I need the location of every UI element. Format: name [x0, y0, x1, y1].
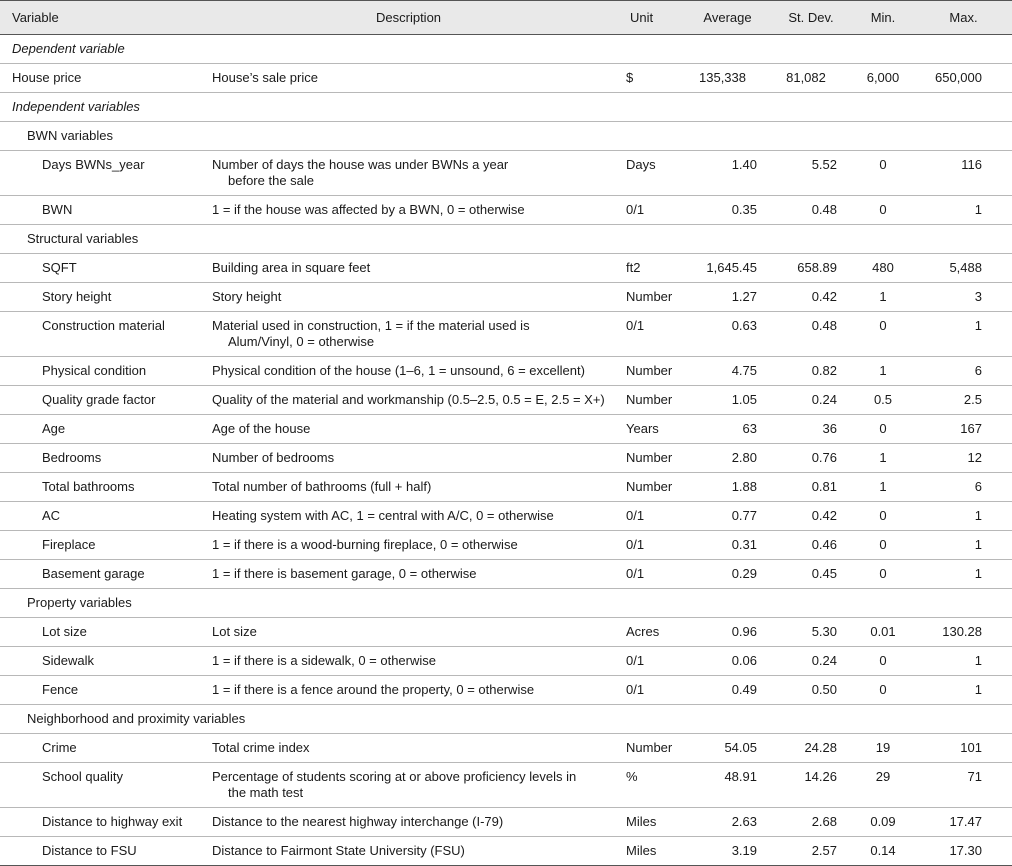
max-cell: 130.28 [915, 618, 1012, 647]
table-row [0, 837, 1012, 866]
description-cell [198, 808, 616, 837]
description-cell [198, 196, 616, 225]
description-cell [198, 357, 616, 386]
stdev-cell: 2.57 [771, 837, 851, 866]
max-cell: 3 [915, 283, 1012, 312]
max-cell: 6 [915, 357, 1012, 386]
variable-cell: Distance to FSU [0, 837, 198, 866]
average-cell: 0.77 [684, 502, 771, 531]
average-cell: 0.96 [684, 618, 771, 647]
unit-cell: Acres [616, 618, 684, 647]
max-cell: 1 [915, 531, 1012, 560]
description-cell [198, 647, 616, 676]
average-cell: 48.91 [684, 763, 771, 808]
unit-cell: 0/1 [616, 647, 684, 676]
table-row [0, 283, 1012, 312]
max-cell: 12 [915, 444, 1012, 473]
header-unit: Unit [616, 1, 684, 35]
description-line: the math test [228, 785, 304, 800]
description-cell [198, 444, 616, 473]
max-cell: 1 [915, 502, 1012, 531]
min-cell: 1 [851, 283, 915, 312]
min-cell: 19 [851, 734, 915, 763]
table-row [0, 473, 1012, 502]
stdev-cell: 5.52 [771, 151, 851, 196]
variable-cell: Days BWNs_year [0, 151, 198, 196]
average-cell: 1.88 [684, 473, 771, 502]
unit-cell: Number [616, 734, 684, 763]
description-line: Total crime index [212, 740, 310, 755]
min-cell: 0 [851, 647, 915, 676]
stdev-cell: 0.82 [771, 357, 851, 386]
description-cell [198, 837, 616, 866]
unit-cell: 0/1 [616, 560, 684, 589]
description-line: Distance to the nearest highway interchange (I-79) [212, 814, 504, 829]
table-row [0, 196, 1012, 225]
group-label: Structural variables [0, 225, 1012, 254]
min-cell: 0 [851, 676, 915, 705]
average-cell: 1,645.45 [684, 254, 771, 283]
description-cell [198, 502, 616, 531]
header-row [0, 1, 1012, 35]
unit-cell: $ [616, 64, 684, 93]
description-line: Age of the house [212, 421, 311, 436]
stdev-cell: 0.24 [771, 386, 851, 415]
max-cell: 116 [915, 151, 1012, 196]
table-row [0, 560, 1012, 589]
max-cell: 17.30 [915, 837, 1012, 866]
header-stdev: St. Dev. [771, 1, 851, 35]
description-cell [198, 763, 616, 808]
stdev-cell: 24.28 [771, 734, 851, 763]
description-cell [198, 676, 616, 705]
unit-cell: 0/1 [616, 502, 684, 531]
min-cell: 0 [851, 502, 915, 531]
unit-cell: 0/1 [616, 676, 684, 705]
description-line: Number of bedrooms [212, 450, 335, 465]
description-line: Number of days the house was under BWNs a year [212, 157, 509, 172]
variable-cell: Crime [0, 734, 198, 763]
group-row [0, 589, 1012, 618]
table-row [0, 676, 1012, 705]
description-cell [198, 618, 616, 647]
variable-cell: SQFT [0, 254, 198, 283]
max-cell: 1 [915, 196, 1012, 225]
max-cell: 101 [915, 734, 1012, 763]
header-variable: Variable [0, 1, 198, 35]
min-cell: 0 [851, 531, 915, 560]
description-line: Story height [212, 289, 282, 304]
max-cell: 1 [915, 676, 1012, 705]
stdev-cell: 0.42 [771, 502, 851, 531]
average-cell: 0.63 [684, 312, 771, 357]
group-label: Neighborhood and proximity variables [0, 705, 1012, 734]
group-label: Property variables [0, 589, 1012, 618]
max-cell: 2.5 [915, 386, 1012, 415]
description-cell: House’s sale price [198, 64, 616, 93]
average-cell: 0.29 [684, 560, 771, 589]
stdev-cell: 0.76 [771, 444, 851, 473]
description-cell [198, 531, 616, 560]
min-cell: 480 [851, 254, 915, 283]
variable-cell: Fence [0, 676, 198, 705]
unit-cell: Number [616, 386, 684, 415]
average-cell: 3.19 [684, 837, 771, 866]
description-cell [198, 734, 616, 763]
stdev-cell: 0.46 [771, 531, 851, 560]
average-cell: 1.40 [684, 151, 771, 196]
average-cell: 0.35 [684, 196, 771, 225]
group-row [0, 122, 1012, 151]
min-cell: 0.5 [851, 386, 915, 415]
max-cell: 6 [915, 473, 1012, 502]
min-cell: 0 [851, 151, 915, 196]
average-cell: 0.49 [684, 676, 771, 705]
stdev-cell: 0.81 [771, 473, 851, 502]
variable-cell: AC [0, 502, 198, 531]
unit-cell: 0/1 [616, 196, 684, 225]
min-cell: 1 [851, 473, 915, 502]
unit-cell: Days [616, 151, 684, 196]
variable-cell: Lot size [0, 618, 198, 647]
max-cell: 650,000 [915, 64, 1012, 93]
min-cell: 0 [851, 560, 915, 589]
section-independent [0, 93, 1012, 122]
description-cell [198, 151, 616, 196]
min-cell: 0.09 [851, 808, 915, 837]
table-row [0, 312, 1012, 357]
table-row [0, 502, 1012, 531]
stdev-cell: 14.26 [771, 763, 851, 808]
description-cell [198, 254, 616, 283]
unit-cell: Miles [616, 808, 684, 837]
variable-cell: School quality [0, 763, 198, 808]
stdev-cell: 81,082 [771, 64, 851, 93]
variable-cell: Bedrooms [0, 444, 198, 473]
description-cell [198, 283, 616, 312]
stdev-cell: 36 [771, 415, 851, 444]
average-cell: 0.31 [684, 531, 771, 560]
stdev-cell: 0.48 [771, 196, 851, 225]
group-row [0, 225, 1012, 254]
description-line: Total number of bathrooms (full + half) [212, 479, 432, 494]
description-cell [198, 312, 616, 357]
header-min: Min. [851, 1, 915, 35]
description-line: Percentage of students scoring at or above proficiency levels in [212, 769, 577, 784]
table-row [0, 357, 1012, 386]
min-cell: 29 [851, 763, 915, 808]
average-cell: 63 [684, 415, 771, 444]
description-line: Heating system with AC, 1 = central with A/C, 0 = otherwise [212, 508, 554, 523]
min-cell: 0 [851, 415, 915, 444]
min-cell: 0 [851, 312, 915, 357]
stdev-cell: 0.50 [771, 676, 851, 705]
average-cell: 2.63 [684, 808, 771, 837]
max-cell: 167 [915, 415, 1012, 444]
description-line: Lot size [212, 624, 257, 639]
table-row [0, 531, 1012, 560]
variable-cell: House price [0, 64, 198, 93]
description-line: 1 = if there is a fence around the property, 0 = otherwise [212, 682, 535, 697]
group-row [0, 705, 1012, 734]
stdev-cell: 0.48 [771, 312, 851, 357]
variable-cell: Distance to highway exit [0, 808, 198, 837]
unit-cell: Miles [616, 837, 684, 866]
variable-cell: Sidewalk [0, 647, 198, 676]
header-average: Average [684, 1, 771, 35]
table-row [0, 647, 1012, 676]
unit-cell: Years [616, 415, 684, 444]
description-line: Physical condition of the house (1–6, 1 = unsound, 6 = excellent) [212, 363, 585, 378]
unit-cell: Number [616, 357, 684, 386]
table-row [0, 151, 1012, 196]
average-cell: 54.05 [684, 734, 771, 763]
average-cell: 0.06 [684, 647, 771, 676]
description-line: Material used in construction, 1 = if the material used is [212, 318, 530, 333]
variable-cell: BWN [0, 196, 198, 225]
stdev-cell: 2.68 [771, 808, 851, 837]
section-dependent [0, 35, 1012, 64]
unit-cell: ft2 [616, 254, 684, 283]
section-label: Dependent variable [0, 35, 1012, 64]
description-cell [198, 386, 616, 415]
min-cell: 0.14 [851, 837, 915, 866]
stdev-cell: 658.89 [771, 254, 851, 283]
description-line: Building area in square feet [212, 260, 371, 275]
unit-cell: Number [616, 473, 684, 502]
table-row [0, 808, 1012, 837]
stdev-cell: 0.24 [771, 647, 851, 676]
description-line: 1 = if there is a sidewalk, 0 = otherwise [212, 653, 437, 668]
unit-cell: Number [616, 444, 684, 473]
table-row [0, 386, 1012, 415]
unit-cell: Number [616, 283, 684, 312]
description-line: Alum/Vinyl, 0 = otherwise [228, 334, 375, 349]
description-line: 1 = if there is a wood-burning fireplace, 0 = otherwise [212, 537, 518, 552]
variable-cell: Total bathrooms [0, 473, 198, 502]
variable-cell: Basement garage [0, 560, 198, 589]
description-line: 1 = if there is basement garage, 0 = otherwise [212, 566, 477, 581]
stdev-cell: 0.45 [771, 560, 851, 589]
average-cell: 2.80 [684, 444, 771, 473]
variable-cell: Construction material [0, 312, 198, 357]
variable-cell: Quality grade factor [0, 386, 198, 415]
max-cell: 17.47 [915, 808, 1012, 837]
min-cell: 0.01 [851, 618, 915, 647]
max-cell: 1 [915, 647, 1012, 676]
table-row [0, 254, 1012, 283]
min-cell: 1 [851, 357, 915, 386]
description-cell [198, 415, 616, 444]
max-cell: 5,488 [915, 254, 1012, 283]
stdev-cell: 5.30 [771, 618, 851, 647]
min-cell: 0 [851, 196, 915, 225]
unit-cell: % [616, 763, 684, 808]
average-cell: 4.75 [684, 357, 771, 386]
section-label: Independent variables [0, 93, 1012, 122]
description-cell [198, 560, 616, 589]
variable-cell: Story height [0, 283, 198, 312]
description-line: Distance to Fairmont State University (FSU) [212, 843, 465, 858]
unit-cell: 0/1 [616, 312, 684, 357]
min-cell: 6,000 [851, 64, 915, 93]
table-row [0, 415, 1012, 444]
header-max: Max. [915, 1, 1012, 35]
table-row [0, 444, 1012, 473]
min-cell: 1 [851, 444, 915, 473]
table-row [0, 734, 1012, 763]
max-cell: 1 [915, 560, 1012, 589]
description-line: 1 = if the house was affected by a BWN, 0 = otherwise [212, 202, 525, 217]
header-description: Description [198, 1, 616, 35]
table-row [0, 618, 1012, 647]
description-line: before the sale [228, 173, 315, 188]
max-cell: 71 [915, 763, 1012, 808]
average-cell: 1.27 [684, 283, 771, 312]
average-cell: 1.05 [684, 386, 771, 415]
max-cell: 1 [915, 312, 1012, 357]
table-row [0, 763, 1012, 808]
stdev-cell: 0.42 [771, 283, 851, 312]
group-label: BWN variables [0, 122, 1012, 151]
unit-cell: 0/1 [616, 531, 684, 560]
description-cell [198, 473, 616, 502]
description-line: Quality of the material and workmanship (0.5–2.5, 0.5 = E, 2.5 = X+) [212, 392, 605, 407]
average-cell: 135,338 [684, 64, 771, 93]
variable-cell: Physical condition [0, 357, 198, 386]
variable-cell: Fireplace [0, 531, 198, 560]
variable-cell: Age [0, 415, 198, 444]
table-row [0, 64, 1012, 93]
